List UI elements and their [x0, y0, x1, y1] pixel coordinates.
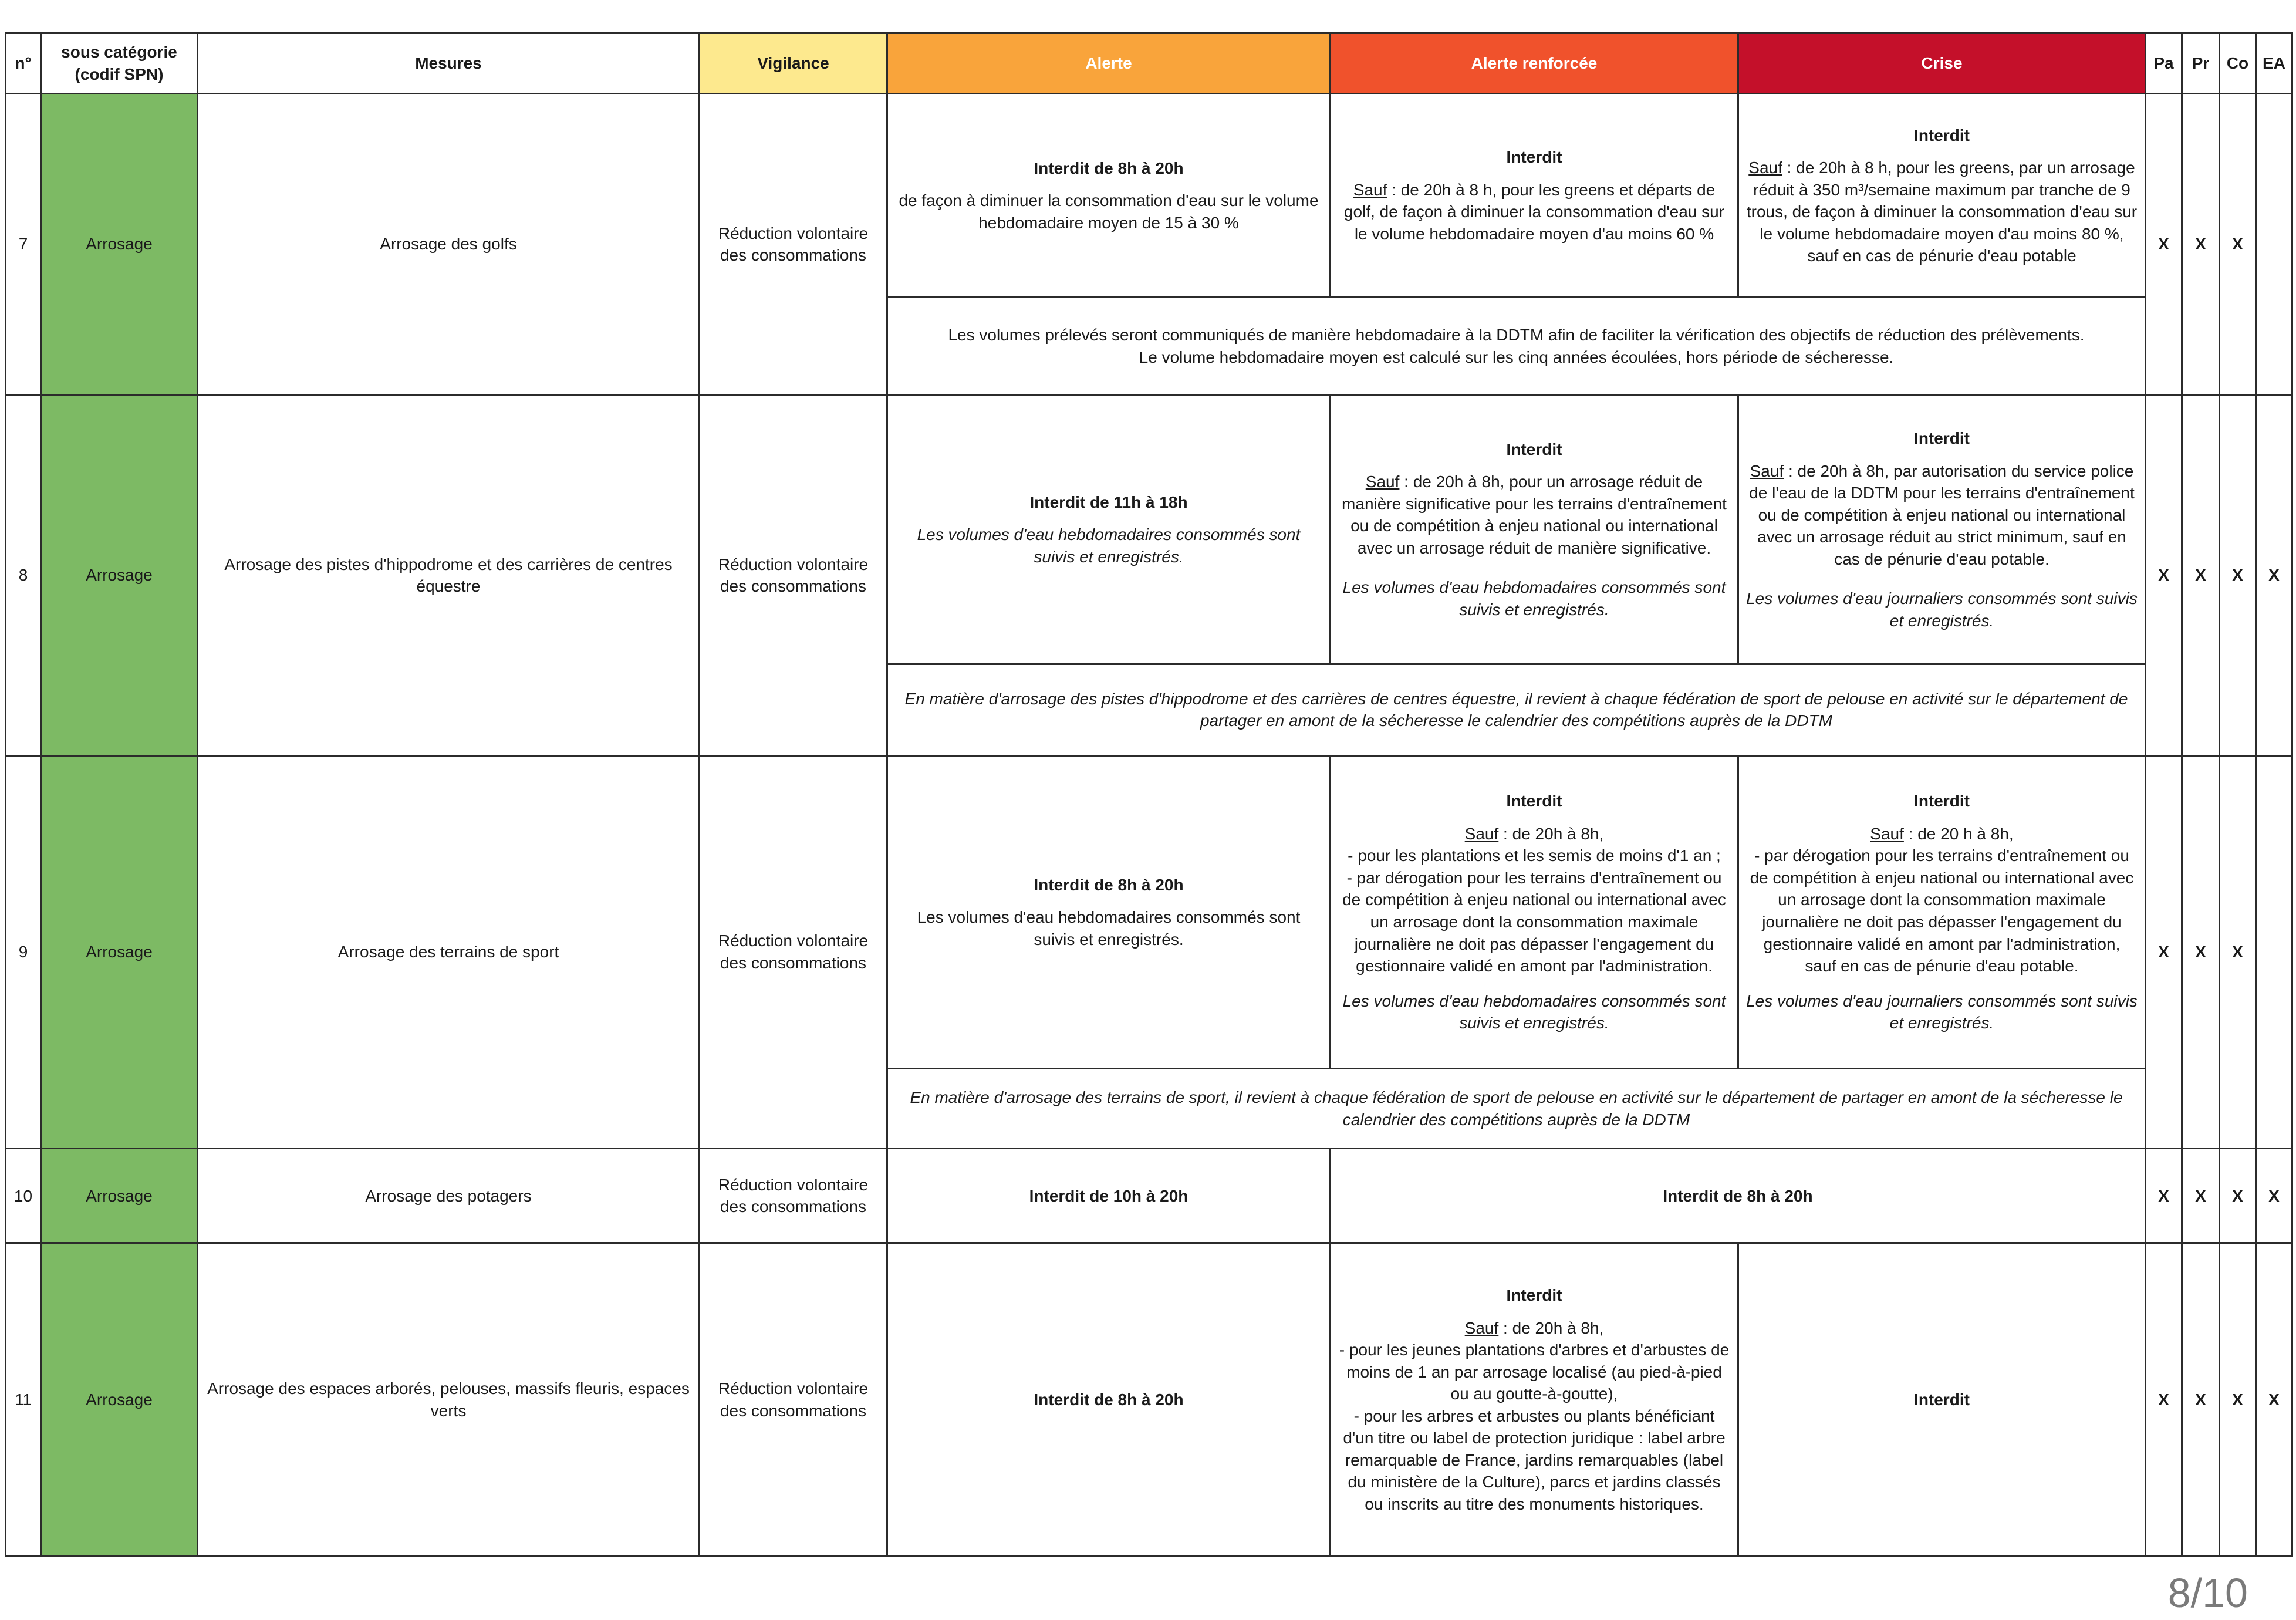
pa-mark: X: [2146, 1243, 2182, 1557]
crisis-note: Les volumes d'eau journaliers consommés sont suivis et enregistrés.: [1746, 589, 2138, 630]
crisis-cell: Interdit: [1738, 1243, 2146, 1557]
crisis-detail: : de 20 h à 8h,: [1903, 824, 2014, 843]
header-reinforced-alert: Alerte renforcée: [1331, 33, 1738, 94]
table-row: [6, 1149, 2292, 1243]
co-mark: X: [2220, 395, 2256, 755]
ea-mark: [2256, 755, 2292, 1149]
pr-mark: X: [2182, 94, 2220, 395]
pr-mark: X: [2182, 755, 2220, 1149]
note-cell: [887, 298, 2146, 395]
category-cell: Arrosage: [41, 395, 198, 755]
alert-title: Interdit de 8h à 20h: [1034, 875, 1184, 894]
header-ea: EA: [2256, 33, 2292, 94]
reinforced-title: Interdit: [1506, 792, 1562, 811]
reinforced-text: [1338, 1317, 1730, 1339]
reinforced-cell: [1331, 755, 1738, 1069]
header-co: Co: [2220, 33, 2256, 94]
reinforced-line: - pour les jeunes plantations d'arbres et d'arbustes de moins de 1 an par arrosage localisé (au pied-à-pied ou au goutte-à-goutte),: [1339, 1341, 1730, 1403]
alert-title: Interdit de 8h à 20h: [1034, 158, 1184, 177]
category-cell: Arrosage: [41, 755, 198, 1149]
pa-mark: X: [2146, 1149, 2182, 1243]
header-pr: Pr: [2182, 33, 2220, 94]
row-number: 8: [6, 395, 41, 755]
alert-cell: Interdit de 10h à 20h: [887, 1149, 1331, 1243]
pa-mark: X: [2146, 94, 2182, 395]
pr-mark: X: [2182, 395, 2220, 755]
row-number: 10: [6, 1149, 41, 1243]
alert-cell: Interdit de 8h à 20h: [887, 1243, 1331, 1557]
note-line: Les volumes prélevés seront communiqués de manière hebdomadaire à la DDTM afin de faciliter la vérification des objectifs de réduction des prélèvements.: [948, 326, 2085, 345]
note-line: Le volume hebdomadaire moyen est calculé sur les cinq années écoulées, hors période de sécheresse.: [1139, 347, 1894, 366]
alert-cell: [887, 395, 1331, 664]
ea-mark: X: [2256, 395, 2292, 755]
header-category: sous catégorie (codif SPN): [41, 33, 198, 94]
header-crisis: Crise: [1738, 33, 2146, 94]
alert-title: Interdit de 11h à 18h: [1029, 492, 1188, 511]
row-number: 7: [6, 94, 41, 395]
reinforced-line: - pour les plantations et les semis de moins d'1 an ;: [1348, 846, 1721, 865]
sauf-label: Sauf: [1870, 824, 1904, 843]
reinforced-detail: : de 20h à 8h,: [1498, 1318, 1604, 1337]
sauf-label: Sauf: [1353, 180, 1387, 199]
reinforced-note: Les volumes d'eau hebdomadaires consommés sont suivis et enregistrés.: [1342, 991, 1726, 1032]
sauf-label: Sauf: [1748, 158, 1782, 177]
alert-text: Les volumes d'eau hebdomadaires consommés sont suivis et enregistrés.: [917, 525, 1301, 566]
reinforced-text: [1338, 179, 1730, 245]
reinforced-cell: [1331, 94, 1738, 298]
crisis-line: - par dérogation pour les terrains d'entraînement ou de compétition à enjeu national ou international avec un arrosage dont la consommation maximale journalière ne doit pas dépasser l'engagement du gestionnaire validé en amont par l'administration, sauf en cas de pénurie d'eau potable.: [1750, 846, 2134, 976]
category-cell: Arrosage: [41, 1149, 198, 1243]
co-mark: X: [2220, 755, 2256, 1149]
reinforced-note: Les volumes d'eau hebdomadaires consommés sont suivis et enregistrés.: [1342, 578, 1726, 619]
vigilance-cell: Réduction volontaire des consommations: [700, 395, 887, 755]
reinforced-line: - par dérogation pour les terrains d'entraînement ou de compétition à enjeu national ou international avec un arrosage dont la consommation maximale journalière ne doit pas dépasser l'engagement du gestionnaire validé en amont par l'administration.: [1342, 868, 1726, 976]
pr-mark: X: [2182, 1243, 2220, 1557]
crisis-title: Interdit: [1914, 126, 1970, 144]
reinforced-cell: [1331, 395, 1738, 664]
ea-mark: X: [2256, 1149, 2292, 1243]
co-mark: X: [2220, 94, 2256, 395]
crisis-detail: : de 20h à 8h, par autorisation du service police de l'eau de la DDTM pour les terrains d'entraînement ou de compétition à enjeu national ou international avec un arrosage réduit au strict minimum, sauf en cas de pénurie d'eau potable.: [1749, 461, 2135, 568]
sauf-label: Sauf: [1464, 824, 1499, 843]
crisis-cell: [1738, 94, 2146, 298]
reinforced-detail: : de 20h à 8h,: [1498, 824, 1604, 843]
table-row: [6, 755, 2292, 1069]
note-cell: En matière d'arrosage des terrains de sport, il revient à chaque fédération de sport de pelouse en activité sur le département de partager en amont de la sécheresse le calendrier des compétitions auprès de la DDTM: [887, 1069, 2146, 1149]
header-row: [6, 33, 2292, 94]
header-measures: Mesures: [198, 33, 700, 94]
category-cell: Arrosage: [41, 1243, 198, 1557]
header-num: n°: [6, 33, 41, 94]
reinforced-cell: [1331, 1243, 1738, 1557]
reinforced-title: Interdit: [1506, 440, 1562, 458]
measure-cell: Arrosage des pistes d'hippodrome et des carrières de centres équestre: [198, 395, 700, 755]
pa-mark: X: [2146, 395, 2182, 755]
restriction-measures-table: [5, 32, 2293, 1557]
table-row: [6, 94, 2292, 298]
measure-cell: Arrosage des espaces arborés, pelouses, massifs fleuris, espaces verts: [198, 1243, 700, 1557]
page-number: 8/10: [2167, 1570, 2248, 1616]
vigilance-cell: Réduction volontaire des consommations: [700, 1243, 887, 1557]
crisis-text: [1746, 823, 2138, 845]
measure-cell: Arrosage des terrains de sport: [198, 755, 700, 1149]
category-cell: Arrosage: [41, 94, 198, 395]
crisis-title: Interdit: [1914, 428, 1970, 447]
co-mark: X: [2220, 1243, 2256, 1557]
co-mark: X: [2220, 1149, 2256, 1243]
reinforced-text: [1338, 471, 1730, 559]
pa-mark: X: [2146, 755, 2182, 1149]
crisis-text: [1746, 157, 2138, 267]
reinforced-title: Interdit: [1506, 148, 1562, 167]
vigilance-cell: Réduction volontaire des consommations: [700, 1149, 887, 1243]
crisis-title: Interdit: [1914, 792, 1970, 811]
alert-cell: [887, 755, 1331, 1069]
ea-mark: [2256, 94, 2292, 395]
alert-text: Les volumes d'eau hebdomadaires consommés sont suivis et enregistrés.: [917, 908, 1301, 949]
header-vigilance: Vigilance: [700, 33, 887, 94]
table-row: [6, 1243, 2292, 1557]
row-number: 9: [6, 755, 41, 1149]
sauf-label: Sauf: [1365, 473, 1400, 491]
alert-cell: [887, 94, 1331, 298]
reinforced-line: - pour les arbres et arbustes ou plants bénéficiant d'un titre ou label de protection juridique : label arbre remarquable de France, jardins remarquables (label du ministère de la Culture), parcs et jardins classés ou inscrits au titre des monuments historiques.: [1343, 1406, 1726, 1513]
crisis-note: Les volumes d'eau journaliers consommés sont suivis et enregistrés.: [1746, 991, 2138, 1032]
crisis-detail: : de 20h à 8 h, pour les greens, par un arrosage réduit à 350 m³/semaine maximum par tranche de 9 trous, de façon à diminuer la consommation d'eau sur le volume hebdomadaire moyen d'au moins 80 %, sauf en cas de pénurie d'eau potable: [1746, 158, 2138, 265]
table-row: [6, 395, 2292, 664]
crisis-cell: [1738, 395, 2146, 664]
header-pa: Pa: [2146, 33, 2182, 94]
ea-mark: X: [2256, 1243, 2292, 1557]
crisis-text: [1746, 460, 2138, 571]
vigilance-cell: Réduction volontaire des consommations: [700, 94, 887, 395]
header-alert: Alerte: [887, 33, 1331, 94]
reinforced-crisis-cell: Interdit de 8h à 20h: [1331, 1149, 2146, 1243]
row-number: 11: [6, 1243, 41, 1557]
reinforced-title: Interdit: [1506, 1286, 1562, 1305]
alert-text: de façon à diminuer la consommation d'eau sur le volume hebdomadaire moyen de 15 à 30 %: [899, 191, 1319, 232]
reinforced-detail: : de 20h à 8 h, pour les greens et départs de golf, de façon à diminuer la consommation d'eau sur le volume hebdomadaire moyen d'au moins 60 %: [1343, 180, 1725, 243]
vigilance-cell: Réduction volontaire des consommations: [700, 755, 887, 1149]
measure-cell: Arrosage des golfs: [198, 94, 700, 395]
sauf-label: Sauf: [1750, 461, 1784, 480]
sauf-label: Sauf: [1464, 1318, 1499, 1337]
crisis-cell: [1738, 755, 2146, 1069]
measure-cell: Arrosage des potagers: [198, 1149, 700, 1243]
reinforced-detail: : de 20h à 8h, pour un arrosage réduit de manière significative pour les terrains d'entraînement ou de compétition à enjeu national ou international avec un arrosage réduit de manière significative.: [1342, 473, 1727, 557]
note-cell: En matière d'arrosage des pistes d'hippodrome et des carrières de centres équestre, il revient à chaque fédération de sport de pelouse en activité sur le département de partager en amont de la sécheresse le calendrier des compétitions auprès de la DDTM: [887, 664, 2146, 755]
reinforced-text: [1338, 823, 1730, 845]
pr-mark: X: [2182, 1149, 2220, 1243]
